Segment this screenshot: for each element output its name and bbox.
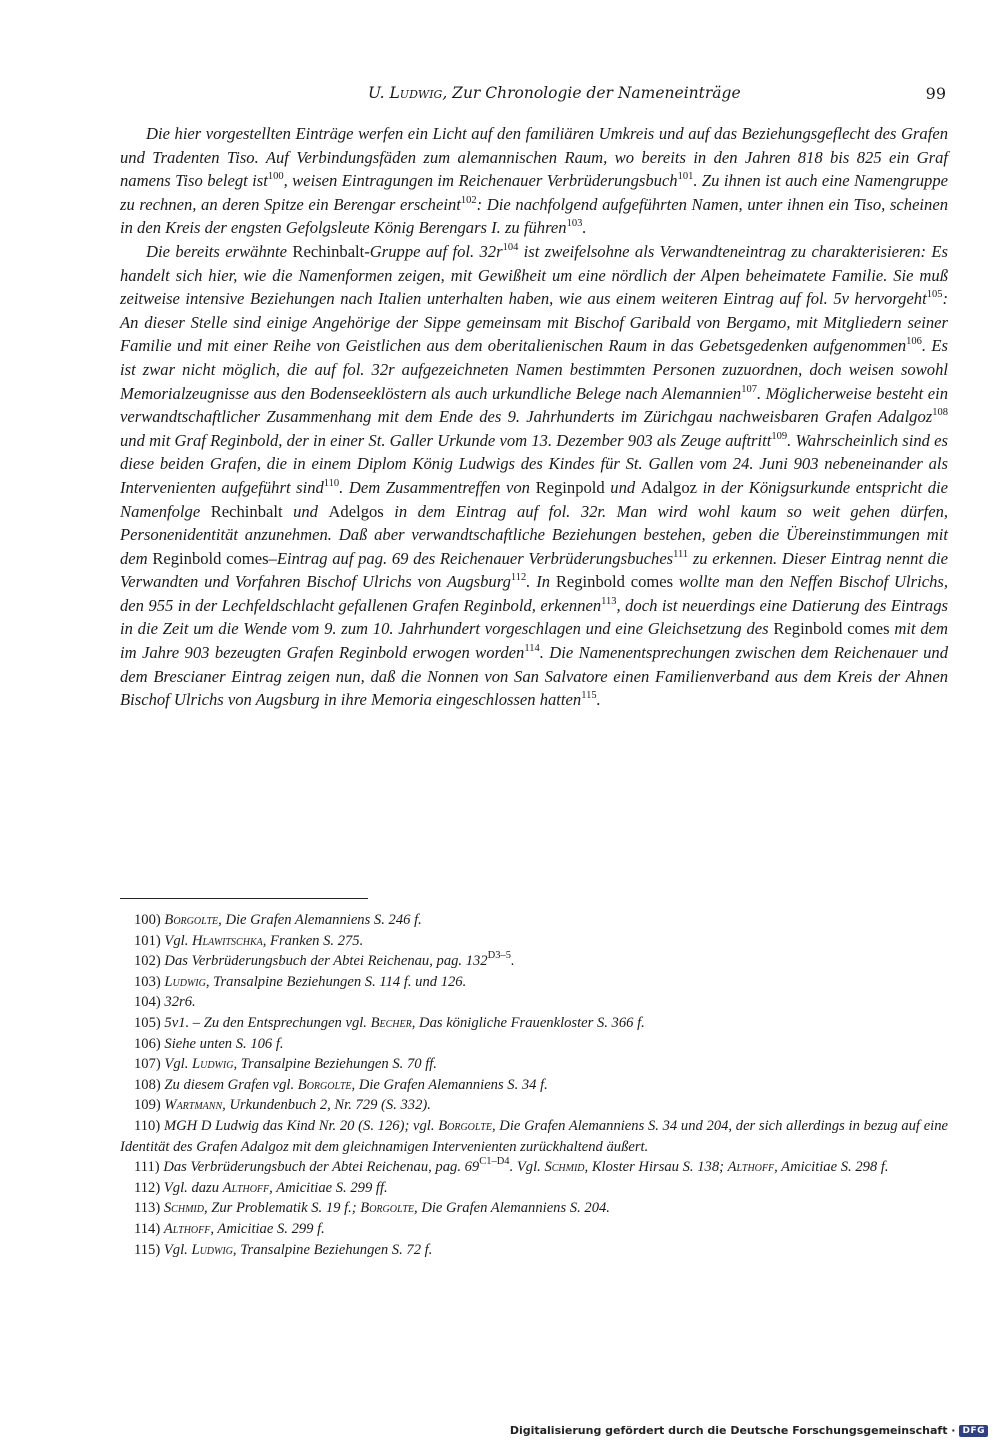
footnote-102: 102) Das Verbrüderungsbuch der Abtei Reichenau, pag. $132^{D3-5}$. (134, 950, 515, 970)
footnote-ref[interactable]: 111 (673, 548, 689, 560)
footnote-103: 103) Ludwig, Transalpine Beziehungen S. 114 f. und 126. (134, 973, 467, 990)
paragraph-2: Die bereits erwähnte Rechinbalt-Gruppe auf fol. $32r^{104}$ ist zweifelsohne als Verwandteneintrag zu charakterisieren: Es handelt sich hier, wie die Namenformen zeigen, mit Gewißheit um eine nördlich der Alpen beheimatete Familie. Sie muß zeitweise intensive Beziehungen nach Italien unterhalten haben, wie aus einem weiteren Eintrag auf fol. 5v hervorgeht$^{105}$: An dieser Stelle sind einige Angehörige der Sippe gemeinsam mit Bischof Garibald von Bergamo, mit Mitgliedern seiner Familie und mit einer Reihe von Geistlichen aus dem oberitalienischen Raum in das Gebetsgedenken aufgenommen$^{106}$. Es ist zwar nicht möglich, die auf fol. 32r aufgezeichneten Namen bestimmten Personen zuzuordnen, doch weisen sowohl Memorialzeugnisse aus den Bodenseeklöstern als auch urkundliche Belege nach Alemannien$^{107}$. Möglicherweise besteht ein verwandtschaftlicher Zusammenhang mit dem Ende des 9. Jahrhunderts im Zürichgau nachweisbaren Grafen Adalgoz$^{108}$ und mit Graf Reginbold, der in einer St. Galler Urkunde vom 13. Dezember 903 als Zeuge auftritt$^{109}$. Wahrscheinlich sind es diese beiden Grafen, die in einem Diplom König Ludwigs des Kindes für St. Gallen vom 24. Juni 903 nebeneinander als Intervenienten aufgeführt sind$^{110}$. Dem Zusammentreffen von Reginpold und Adalgoz in der Königsurkunde entspricht die Namenfolge Rechinbalt und Adelgos in dem Eintrag auf fol. 32r. Man wird wohl kaum so weit gehen dürfen, Personenidentität anzunehmen. Daß aber verwandtschaftliche Beziehungen bestehen, geben die Übereinstimmungen mit dem Reginbold comes–Eintrag auf pag. 69 des Reichenauer Verbrüderungsbuches$^{111}$ zu erkennen. Dieser Eintrag nennt die Verwandten und Vorfahren Bischof Ulrichs von Augsburg$^{112}$. In Reginbold comes wollte man den Neffen Bischof Ulrichs, den 955 in der Lechfeldschlacht gefallenen Grafen Reginbold, erkennen$^{113}$, doch ist neuerdings eine Datierung des Eintrags in die Zeit um die Wende vom 9. zum 10. Jahrhundert vorgeschlagen und eine Gleichsetzung des Reginbold comes mit dem im Jahre 903 bezeugten Grafen Reginbold erwogen worden$^{114}$. Die Namenentsprechungen zwischen dem Reichenauer und dem Brescianer Eintrag zeigen nun, daß die Nonnen von San Salvatore einen Familienverband aus dem Kreis der Ahnen Bischof Ulrichs von Augsburg in ihre Memoria eingeschlossen hatten$^{115}$. (120, 241, 949, 710)
footnote-114: 114) Althoff, Amicitiae S. 299 f. (134, 1220, 325, 1237)
footnote-108: 108) Zu diesem Grafen vgl. Borgolte, Die Grafen Alemanniens S. 34 f. (134, 1076, 548, 1093)
footnote-ref[interactable]: 101 (677, 171, 694, 183)
footnote-110: 110) MGH D Ludwig das Kind Nr. 20 (S. 126); vgl. Borgolte, Die Grafen Alemanniens S. 34 und 204, der sich allerdings in bezug auf eine Identität des Grafen Adalgoz mit dem gleichnamigen Intervenienten zurückhaltend äußert. (120, 1117, 948, 1155)
footnote-ref[interactable]: 107 (741, 383, 757, 395)
footnote-ref[interactable]: 103 (566, 218, 583, 230)
footnote-107: 107) Vgl. Ludwig, Transalpine Beziehungen S. 70 ff. (134, 1056, 437, 1073)
footnote-ref[interactable]: 104 (502, 241, 519, 253)
running-header (120, 84, 948, 108)
footnote-ref[interactable]: 112 (510, 572, 527, 584)
footnote-113: 113) Schmid, Zur Problematik S. 19 f.; Borgolte, Die Grafen Alemanniens S. 204. (134, 1200, 610, 1217)
footnote-ref[interactable]: 102 (460, 194, 477, 206)
footnote-ref[interactable]: 108 (932, 407, 948, 419)
page-number: 99 (925, 84, 946, 103)
author-name: Ludwig (389, 84, 443, 102)
footnote-separator (120, 898, 368, 899)
footnote-ref[interactable]: 114 (524, 643, 540, 655)
footnote-ref[interactable]: 105 (926, 289, 943, 301)
dfg-logo-icon: DFG (959, 1425, 988, 1437)
footnote-100: 100) Borgolte, Die Grafen Alemanniens S. 246 f. (134, 912, 422, 928)
footnote-104: 104) 32r6. (134, 994, 196, 1011)
footnote-111: 111) Das Verbrüderungsbuch der Abtei Reichenau, pag. $69^{C1-D4}$. Vgl. Schmid, Kloster Hirsau S. 138; Althoff, Amicitiae S. 298 f. (134, 1156, 889, 1176)
footnotes (120, 910, 948, 1260)
footnote-109: 109) Wartmann, Urkundenbuch 2, Nr. 729 (S. 332). (134, 1097, 431, 1114)
main-text (120, 122, 948, 712)
footnote-ref[interactable]: 106 (906, 336, 922, 348)
footnote-ref[interactable]: 100 (267, 171, 284, 183)
paragraph-1: Die hier vorgestellten Einträge werfen ein Licht auf den familiären Umkreis und auf das Beziehungsgeflecht des Grafen und Tradenten Tiso. Auf Verbindungsfäden zum alemannischen Raum, wo bereits in den Jahren 818 bis 825 ein Graf namens Tiso belegt ist$^{100}$, weisen Eintragungen im Reichenauer Verbrüderungsbuch$^{101}$. Zu ihnen ist auch eine Namengruppe zu rechnen, an deren Spitze ein Berengar erscheint$^{102}$: Die nachfolgend aufgeführten Namen, unter ihnen ein Tiso, scheinen in den Kreis der engsten Gefolgsleute König Berengars I. zu führen$^{103}$. (120, 124, 948, 238)
digitization-footer (510, 1424, 988, 1437)
running-title: U. Ludwig, Zur Chronologie der Nameneinträge (368, 84, 741, 102)
footer-text: Digitalisierung gefördert durch die Deutsche Forschungsgemeinschaft · (509, 1424, 956, 1437)
footnote-115: 115) Vgl. Ludwig, Transalpine Beziehungen S. 72 f. (134, 1241, 433, 1258)
footnote-ref[interactable]: 110 (323, 477, 340, 489)
footnote-112: 112) Vgl. dazu Althoff, Amicitiae S. 299 ff. (134, 1179, 388, 1196)
footnote-105: 105) 5v1. – Zu den Entsprechungen vgl. Becher, Das königliche Frauenkloster S. 366 f. (134, 1014, 645, 1031)
footnote-ref[interactable]: 113 (601, 595, 617, 607)
footnote-101: 101) Vgl. Hlawitschka, Franken S. 275. (134, 932, 364, 949)
footnote-ref[interactable]: 115 (581, 690, 597, 702)
footnote-ref[interactable]: 109 (771, 430, 788, 442)
footnote-106: 106) Siehe unten S. 106 f. (134, 1035, 284, 1052)
